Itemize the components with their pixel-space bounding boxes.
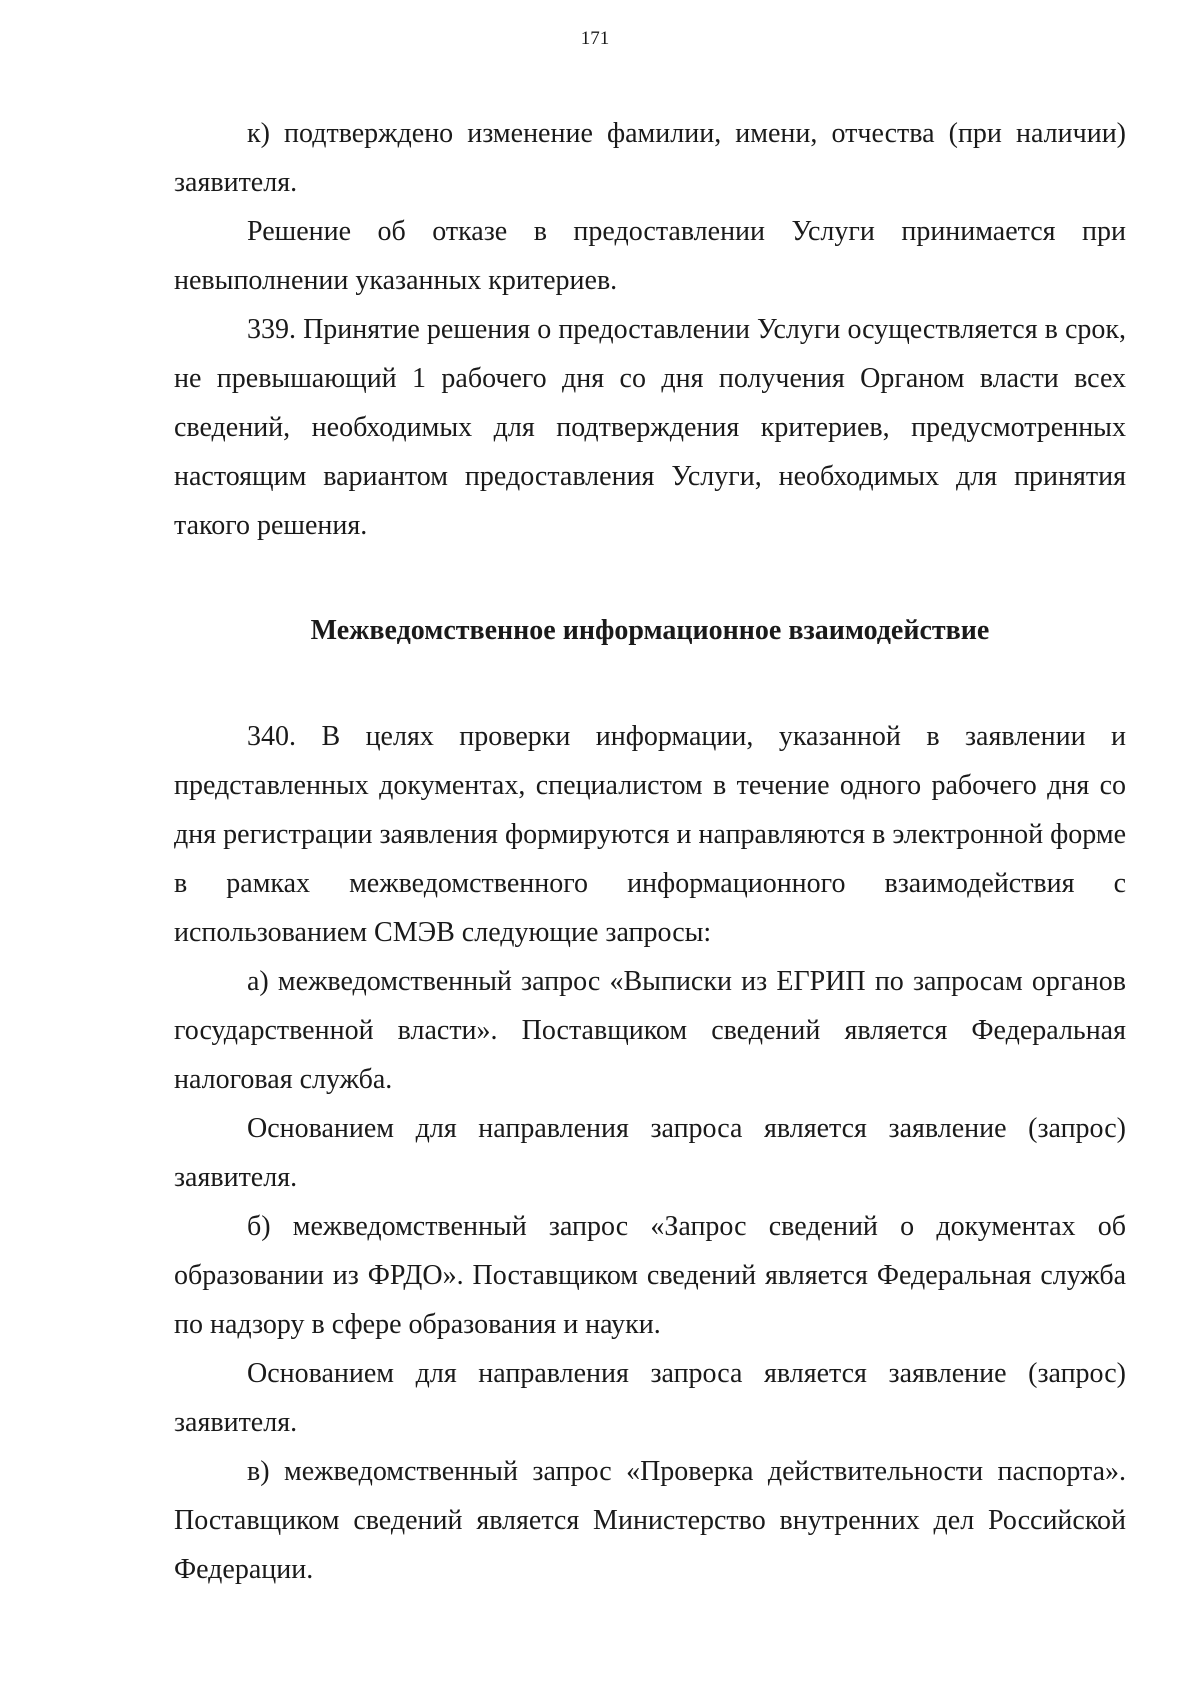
section-heading: Межведомственное информационное взаимодействие xyxy=(310,615,990,646)
paragraph-item-k: к) подтверждено изменение фамилии, имени, отчества (при наличии) заявителя. xyxy=(174,118,1126,198)
paragraph-340: 340. В целях проверки информации, указанной в заявлении и представленных документах, специалистом в течение одного рабочего дня со дня регистрации заявления формируются и направляются в электронной форме в рамках межведомственного информационного взаимодействия с использованием СМЭВ следующие запросы: xyxy=(174,721,1126,948)
paragraph-item-a: а) межведомственный запрос «Выписки из ЕГРИП по запросам органов государственной власти». Поставщиком сведений является Федеральная налоговая служба. xyxy=(174,966,1126,1095)
paragraph-basis-a: Основанием для направления запроса является заявление (запрос) заявителя. xyxy=(174,1113,1126,1193)
page-number: 171 xyxy=(580,28,610,49)
paragraph-refusal-decision: Решение об отказе в предоставлении Услуги принимается при невыполнении указанных критериев. xyxy=(174,216,1126,296)
paragraph-339: 339. Принятие решения о предоставлении Услуги осуществляется в срок, не превышающий 1 рабочего дня со дня получения Органом власти всех сведений, необходимых для подтверждения критериев, предусмотренных настоящим вариантом предоставления Услуги, необходимых для принятия такого решения. xyxy=(174,314,1126,541)
document-body xyxy=(174,109,1126,1594)
paragraph-item-b: б) межведомственный запрос «Запрос сведений о документах об образовании из ФРДО». Поставщиком сведений является Федеральная служба по надзору в сфере образования и науки. xyxy=(174,1211,1126,1340)
paragraph-item-v: в) межведомственный запрос «Проверка действительности паспорта». Поставщиком сведений является Министерство внутренних дел Российской Федерации. xyxy=(174,1456,1126,1585)
paragraph-basis-b: Основанием для направления запроса является заявление (запрос) заявителя. xyxy=(174,1358,1126,1438)
